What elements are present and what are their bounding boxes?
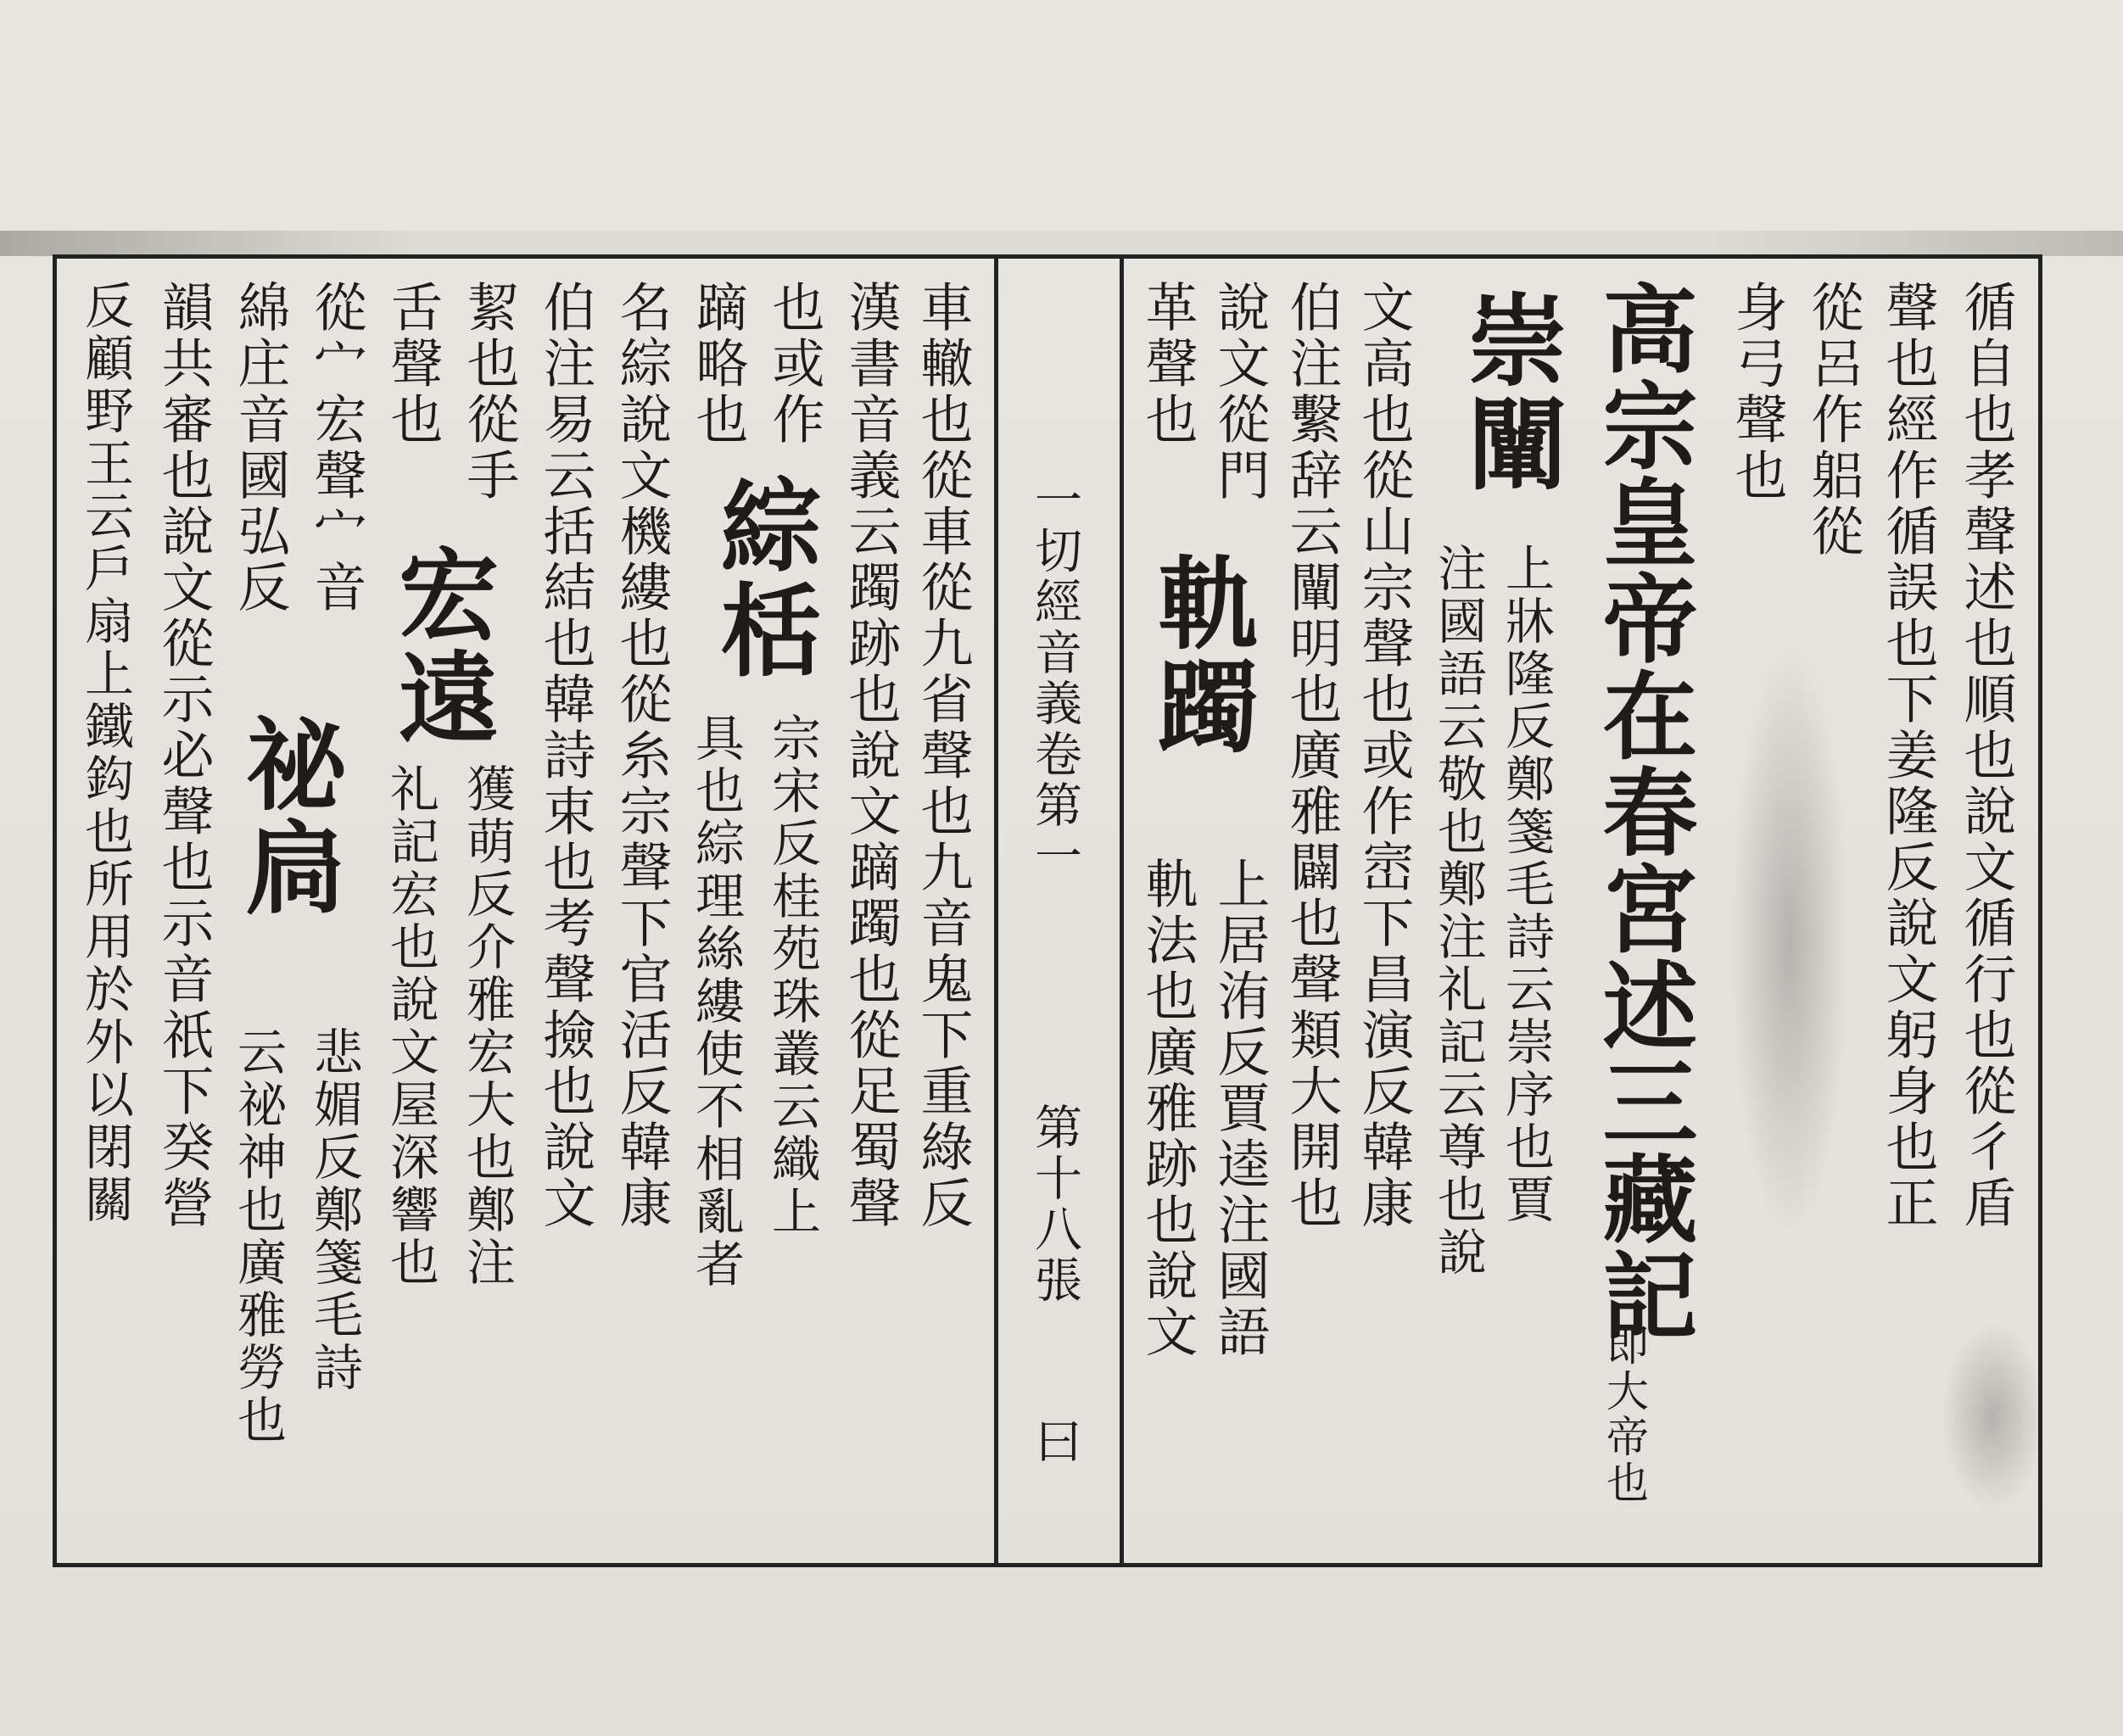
text-column: 聲也經作循誤也下姜隆反說文躬身也正: [1877, 280, 1939, 1231]
entry-headword: 崇闡: [1450, 288, 1568, 495]
text-column: 車轍也從車從九省聲也九音鬼下重綠反: [912, 280, 974, 1231]
leaf-number: 第十八張: [1027, 1102, 1082, 1306]
text-column: 綿庄音國弘反: [229, 280, 291, 616]
text-column: 漢書音義云躅跡也說文蹢躅也從足蜀聲: [840, 280, 902, 1231]
text-column: 文高也從山宗聲也或作崈下昌演反韓康: [1353, 280, 1415, 1231]
text-column: 云祕神也廣雅勞也: [229, 1026, 287, 1447]
leaf-mark: 曰: [1027, 1416, 1082, 1467]
text-column: 礼記宏也說文屋深響也: [382, 763, 439, 1289]
text-column: 名綜說文機縷也從糸宗聲下官活反韓康: [611, 280, 673, 1231]
text-column: 伯注繫辞云闡明也廣雅闢也聲類大開也: [1281, 280, 1343, 1231]
text-column: 韻共審也說文從示必聲也示音祇下癸營: [153, 280, 215, 1231]
text-column: 蹢略也: [687, 280, 749, 448]
text-column: 循自也孝聲述也順也說文循行也從彳盾: [1955, 280, 2017, 1231]
text-column: 軌法也廣雅跡也說文: [1137, 857, 1198, 1360]
text-column: 上居洧反賈逵注國語: [1209, 857, 1271, 1360]
book-title-spine: 一切經音義卷第一: [1027, 475, 1082, 882]
entry-headword: 綜栝: [704, 475, 822, 682]
text-column: 身弓聲也: [1726, 280, 1788, 504]
text-column: 革聲也: [1137, 280, 1198, 448]
text-column: 注國語云敬也鄭注礼記云尊也說: [1429, 543, 1487, 1279]
document-title: 高宗皇帝在春宮述三藏記: [1587, 280, 1698, 1343]
text-column: 絜也從手: [458, 280, 520, 504]
entry-headword: 宏遠: [382, 543, 500, 750]
text-column: 獲萌反介雅宏大也鄭注: [458, 763, 516, 1289]
text-column: 悲媚反鄭箋毛詩: [305, 1026, 363, 1394]
center-rule-left: [994, 254, 998, 1567]
text-column: 上牀隆反鄭箋毛詩云崇序也賈: [1497, 543, 1555, 1226]
text-column: 具也綜理絲縷使不相亂者: [687, 712, 745, 1291]
text-column: 舌聲也: [382, 280, 444, 448]
text-column: 從宀宏聲宀音: [305, 280, 367, 616]
page-edge-shadow: [0, 231, 2123, 256]
text-column: 伯注易云括結也韓詩束也考聲撿也說文: [534, 280, 596, 1231]
center-rule-right: [1120, 254, 1124, 1567]
text-column: 反顧野王云戶扇上鐵鈎也所用於外以閉關: [76, 280, 134, 1226]
entry-headword: 軌躅: [1141, 551, 1259, 758]
text-column: 說文從門: [1209, 280, 1271, 504]
text-column: 宗宋反桂苑珠叢云織上: [763, 712, 821, 1238]
entry-headword: 祕扃: [229, 712, 347, 919]
title-annotation: 即大帝也: [1600, 1323, 1649, 1506]
text-column: 也或作: [763, 280, 825, 448]
text-column: 從呂作躳從: [1802, 280, 1864, 560]
